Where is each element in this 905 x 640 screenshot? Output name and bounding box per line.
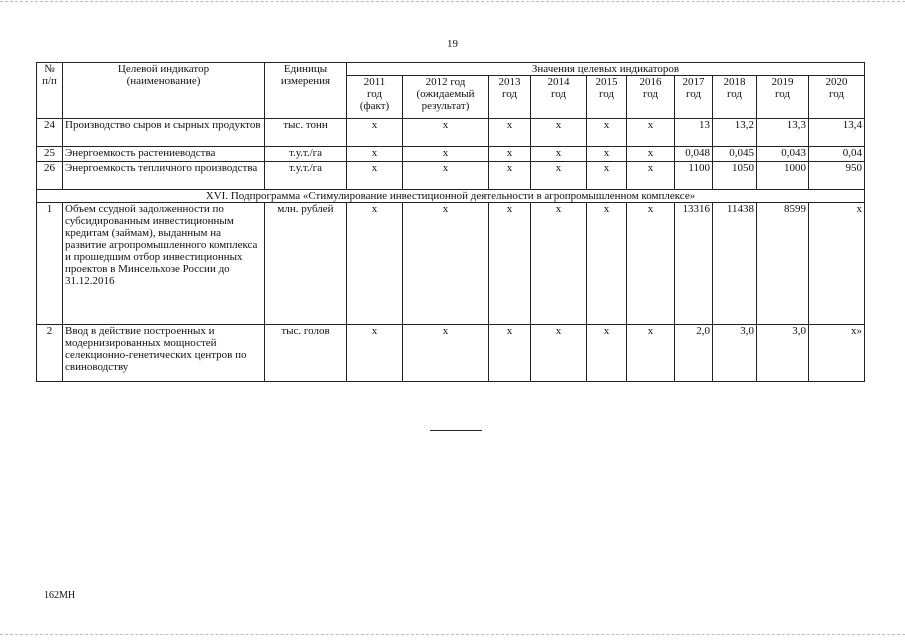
row-indicator-name: Объем ссудной задолженности по субсидированным инвестиционным кредитам (займам), выданным на развитие агропромышленного комплекса и прошедшим отбор инвестиционных проектов в Минсельхозе России до 31.12.2016 xyxy=(63,203,265,325)
row-value-8: 13,3 xyxy=(757,119,809,147)
row-value-3: х xyxy=(531,147,587,162)
row-value-2: х xyxy=(489,203,531,325)
row-value-5: х xyxy=(627,147,675,162)
row-number: 24 xyxy=(37,119,63,147)
page-top-edge xyxy=(0,1,905,2)
row-value-4: х xyxy=(587,147,627,162)
row-number: 1 xyxy=(37,203,63,325)
row-value-9: х» xyxy=(809,325,865,382)
row-value-2: х xyxy=(489,147,531,162)
indicator-rows-part-2 xyxy=(37,203,865,382)
end-rule xyxy=(430,430,482,431)
row-value-7: 0,045 xyxy=(713,147,757,162)
header-year-label: 2015 год xyxy=(595,76,618,100)
header-year-label: 2011 год (факт) xyxy=(359,76,390,112)
header-number xyxy=(37,63,63,119)
row-value-6: 0,048 xyxy=(675,147,713,162)
page-bottom-edge xyxy=(0,634,905,635)
header-row-top xyxy=(37,63,865,76)
row-value-1: х xyxy=(403,147,489,162)
header-year-5 xyxy=(627,76,675,119)
header-year-label: 2017 год xyxy=(682,76,705,100)
row-value-1: х xyxy=(403,203,489,325)
row-value-9: х xyxy=(809,203,865,325)
row-value-1: х xyxy=(403,162,489,190)
row-value-5: х xyxy=(627,325,675,382)
row-value-8: 8599 xyxy=(757,203,809,325)
header-values-title-label: Значения целевых индикаторов xyxy=(531,63,680,75)
footer-code: 162МН xyxy=(44,590,76,601)
row-value-9: 0,04 xyxy=(809,147,865,162)
row-value-5: х xyxy=(627,203,675,325)
table-row xyxy=(37,162,865,190)
row-number: 2 xyxy=(37,325,63,382)
row-value-7: 1050 xyxy=(713,162,757,190)
row-unit: тыс. голов xyxy=(265,325,347,382)
row-value-6: 13 xyxy=(675,119,713,147)
row-value-1: х xyxy=(403,325,489,382)
row-value-4: х xyxy=(587,203,627,325)
header-values-title xyxy=(347,63,865,76)
header-year-label: 2019 год xyxy=(771,76,794,100)
row-value-2: х xyxy=(489,162,531,190)
header-year-label: 2013 год xyxy=(498,76,521,100)
row-value-4: х xyxy=(587,162,627,190)
header-unit-label: Единицы измерения xyxy=(280,63,331,87)
page-number: 19 xyxy=(447,38,458,50)
header-year-0 xyxy=(347,76,403,119)
indicator-rows-part-1 xyxy=(37,119,865,190)
header-year-8 xyxy=(757,76,809,119)
row-indicator-name: Производство сыров и сырных продуктов xyxy=(63,119,265,147)
row-unit: т.у.т./га xyxy=(265,147,347,162)
row-unit: тыс. тонн xyxy=(265,119,347,147)
row-value-7: 13,2 xyxy=(713,119,757,147)
row-value-2: х xyxy=(489,325,531,382)
header-year-label: 2020 год xyxy=(825,76,848,100)
row-value-0: х xyxy=(347,162,403,190)
row-value-3: х xyxy=(531,119,587,147)
row-value-7: 11438 xyxy=(713,203,757,325)
header-number-label: № п/п xyxy=(42,63,57,87)
row-value-6: 1100 xyxy=(675,162,713,190)
header-year-1 xyxy=(403,76,489,119)
header-year-label: 2018 год xyxy=(723,76,746,100)
header-indicator-label: Целевой индикатор (наименование) xyxy=(117,63,210,87)
row-value-0: х xyxy=(347,325,403,382)
row-value-7: 3,0 xyxy=(713,325,757,382)
row-unit: млн. рублей xyxy=(265,203,347,325)
row-value-8: 3,0 xyxy=(757,325,809,382)
row-value-2: х xyxy=(489,119,531,147)
table-row xyxy=(37,203,865,325)
header-year-label: 2016 год xyxy=(639,76,662,100)
row-value-6: 13316 xyxy=(675,203,713,325)
row-indicator-name: Ввод в действие построенных и модернизированных мощностей селекционно-генетических центров по свиноводству xyxy=(63,325,265,382)
row-value-3: х xyxy=(531,162,587,190)
row-value-3: х xyxy=(531,203,587,325)
header-year-7 xyxy=(713,76,757,119)
header-year-9 xyxy=(809,76,865,119)
header-indicator xyxy=(63,63,265,119)
row-value-0: х xyxy=(347,119,403,147)
row-value-9: 950 xyxy=(809,162,865,190)
row-value-4: х xyxy=(587,119,627,147)
row-value-9: 13,4 xyxy=(809,119,865,147)
header-year-4 xyxy=(587,76,627,119)
table-row xyxy=(37,119,865,147)
header-year-3 xyxy=(531,76,587,119)
row-value-6: 2,0 xyxy=(675,325,713,382)
row-value-0: х xyxy=(347,147,403,162)
row-value-8: 0,043 xyxy=(757,147,809,162)
table-row xyxy=(37,325,865,382)
row-value-5: х xyxy=(627,119,675,147)
section-row xyxy=(37,190,865,203)
row-value-8: 1000 xyxy=(757,162,809,190)
row-value-4: х xyxy=(587,325,627,382)
row-unit: т.у.т./га xyxy=(265,162,347,190)
header-unit xyxy=(265,63,347,119)
row-value-5: х xyxy=(627,162,675,190)
row-indicator-name: Энергоемкость растениеводства xyxy=(63,147,265,162)
row-number: 25 xyxy=(37,147,63,162)
header-year-label: 2012 год (ожидаемый результат) xyxy=(416,76,475,112)
header-year-2 xyxy=(489,76,531,119)
row-value-1: х xyxy=(403,119,489,147)
target-indicators-table xyxy=(36,62,865,382)
header-year-6 xyxy=(675,76,713,119)
header-year-label: 2014 год xyxy=(547,76,570,100)
row-value-3: х xyxy=(531,325,587,382)
row-number: 26 xyxy=(37,162,63,190)
section-title: XVI. Подпрограмма «Стимулирование инвестиционной деятельности в агропромышленном комплексе» xyxy=(37,190,865,203)
table-row xyxy=(37,147,865,162)
row-indicator-name: Энергоемкость тепличного производства xyxy=(63,162,265,190)
row-value-0: х xyxy=(347,203,403,325)
